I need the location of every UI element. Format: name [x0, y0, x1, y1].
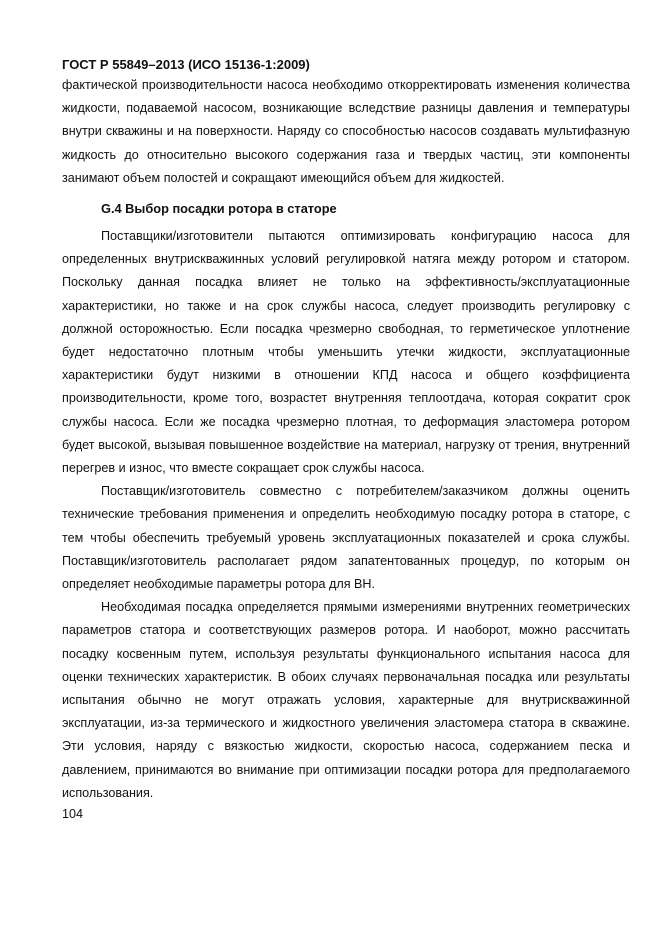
document-page [62, 56, 630, 823]
section-heading: G.4 Выбор посадки ротора в статоре [101, 201, 337, 217]
paragraph-fit-measurement: Необходимая посадка определяется прямыми измерениями внутренних геометрических параметров статора и соответствующих размеров ротора. И наоборот, можно рассчитать посадку косвенным путем, используя результаты функционального испытания насоса для оценки технических характеристик. В обоих случаях первоначальная посадка или результаты испытания обычно не могут отражать условия, характерные для внутрискважинной эксплуатации, из-за термического и жидкостного увеличения эластомера статора в скважине. Эти условия, наряду с вязкостью жидкости, скоростью насоса, содержанием песка и давлением, принимаются во внимание при оптимизации посадки ротора для предполагаемого использования. [62, 600, 630, 800]
paragraph-rotor-fit-intro: Поставщики/изготовители пытаются оптимизировать конфигурацию насоса для определенных внутрискважинных условий регулировкой натяга между ротором и статором. Поскольку данная посадка влияет не только на эффективность/эксплуатационные характеристики, но также и на срок службы насоса, следует производить регулировку с должной осторожностью. Если посадка чрезмерно свободная, то герметическое уплотнение будет недостаточно плотным чтобы уменьшить утечки жидкости, эксплуатационные характеристики будут низкими в отношении КПД насоса и общего коэффициента производительности, кроме того, возрастет внутренняя теплоотдача, которая сократит срок службы насоса. Если же посадка чрезмерно плотная, то деформация эластомера ротором будет высокой, вызывая повышенное воздействие на материал, нагрузку от трения, внутренний перегрев и износ, что вместе сокращает срок службы насоса. [62, 229, 630, 476]
paragraph-continuation: фактической производительности насоса необходимо откорректировать изменения количества жидкости, подаваемой насосом, возникающие вследствие разницы давления и температуры внутри скважины и на поверхности. Наряду со способностью насосов создавать мультифазную жидкость до относительно высокого содержания газа и твердых частиц, эти компоненты занимают объем полостей и сокращают имеющийся объем для жидкостей. [62, 78, 630, 185]
paragraph-supplier-evaluation: Поставщик/изготовитель совместно с потребителем/заказчиком должны оценить технические требования применения и определить необходимую посадку ротора в статоре, с тем чтобы обеспечить требуемый уровень эксплуатационных показателей и срока службы. Поставщик/изготовитель располагает рядом запатентованных процедур, по которым он определяет необходимые параметры ротора для ВН. [62, 484, 630, 592]
page-number: 104 [62, 807, 84, 822]
document-header: ГОСТ Р 55849–2013 (ИСО 15136-1:2009) [62, 57, 310, 72]
